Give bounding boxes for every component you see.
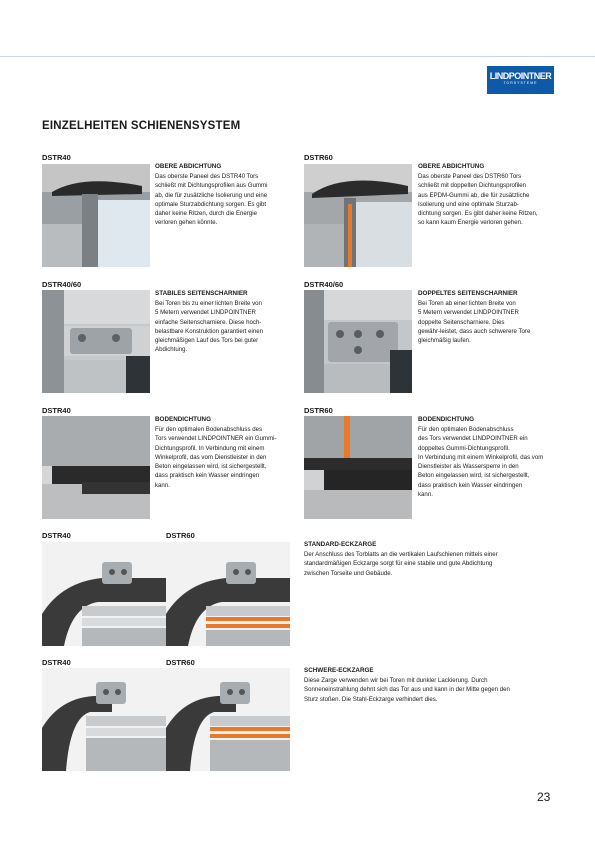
label-mid-left: DSTR40/60 bbox=[42, 280, 82, 289]
text-mid-left: Bei Toren bis zu einer lichten Breite von 5 Metern verwendet LINDPOINTNER einfache Seitenscharniere. Diese hoch- belastbare Konstruktion garantiert einen gleichmäßigen Lauf des Tors bei guter Abdichtung. bbox=[155, 300, 264, 354]
logo-sub: TORSYSTEME bbox=[503, 81, 538, 85]
text-top-right: Das oberste Paneel des DSTR60 Tors schließt mit doppelten Dichtungsprofilen aus EPDM-Gummi ab, die für zusätzliche Isolierung und eine optimale Sturzab- dichtung sorgen. Es gibt daher keine Ritzen, so kann kaum Energie verloren gehen. bbox=[418, 173, 538, 227]
photo-bottom-seal-dstr40 bbox=[42, 416, 150, 519]
photo-heavy-frame-dstr40 bbox=[42, 668, 166, 771]
text-standard: Der Anschluss des Torblatts an die vertikalen Laufschienen mittels einer standardmäßigen Eckzarge sorgt für eine stabile und gute Abdichtung zwischen Torseite und Gebäude. bbox=[304, 551, 498, 577]
photo-heavy-frame-dstr60 bbox=[166, 668, 290, 771]
label-top-left: DSTR40 bbox=[42, 153, 71, 162]
title-top-right: OBERE ABDICHTUNG bbox=[418, 163, 485, 170]
header-rule bbox=[0, 56, 595, 57]
text-bottom-right: Für den optimalen Bodenabschluss des Tors verwendet LINDPOINTNER ein doppeltes Gummi-Dichtungsprofil. In Verbindung mit einem Winkelprofil, das vom Dienstleister als Wassersperre in den Beton eingelassen wird, ist sichergestellt, dass praktisch kein Wasser eindringen kann. bbox=[418, 426, 544, 499]
text-bottom-left: Für den optimalen Bodenabschluss des Tors verwendet LINDPOINTNER ein Gummi- Dichtungsprofil. In Verbindung mit einem Winkelprofil, das vom Dienstleister in den Beton eingelassen wird, ist sichergestellt, dass praktisch kein Wasser eindringen kann. bbox=[155, 426, 277, 489]
text-heavy: Diese Zarge verwenden wir bei Toren mit dunkler Lackierung. Durch Sonneneinstrahlung dehnt sich das Tor aus und kann in der Mitte gegen den Sturz stoßen. Die Stahl-Eckzarge verhindert dies. bbox=[304, 677, 510, 703]
label-top-right: DSTR60 bbox=[304, 153, 333, 162]
photo-standard-frame-dstr60 bbox=[166, 542, 290, 646]
photo-top-seal-dstr60 bbox=[304, 164, 412, 267]
label-standard-a: DSTR40 bbox=[42, 531, 71, 540]
photo-hinge-single bbox=[42, 290, 150, 393]
title-bottom-right: BODENDICHTUNG bbox=[418, 416, 474, 423]
text-mid-right: Bei Toren ab einer lichten Breite von 5 Metern verwendet LINDPOINTNER doppelte Seitenscharniere. Dies gewähr-leistet, dass auch schwerere Tore gleichmäßig laufen. bbox=[418, 300, 531, 345]
photo-standard-frame-dstr40 bbox=[42, 542, 166, 646]
photo-bottom-seal-dstr60 bbox=[304, 416, 412, 519]
label-standard-b: DSTR60 bbox=[166, 531, 195, 540]
title-top-left: OBERE ABDICHTUNG bbox=[155, 163, 222, 170]
photo-top-seal-dstr40 bbox=[42, 164, 150, 267]
brand-logo bbox=[487, 66, 554, 94]
text-top-left: Das oberste Paneel des DSTR40 Tors schließt mit Dichtungsprofilen aus Gummi ab, die für zusätzliche Isolierung und eine optimale Sturzabdichtung sorgen. Es gibt daher keine Ritzen, durch die Energie verloren gehen könnte. bbox=[155, 173, 268, 227]
label-heavy-a: DSTR40 bbox=[42, 658, 71, 667]
title-heavy: SCHWERE-ECKZARGE bbox=[304, 667, 374, 674]
label-bottom-right: DSTR60 bbox=[304, 406, 333, 415]
label-mid-right: DSTR40/60 bbox=[304, 280, 344, 289]
title-standard: STANDARD-ECKZARGE bbox=[304, 541, 377, 548]
title-mid-left: STABILES SEITENSCHARNIER bbox=[155, 290, 248, 297]
title-bottom-left: BODENDICHTUNG bbox=[155, 416, 211, 423]
label-heavy-b: DSTR60 bbox=[166, 658, 195, 667]
page-number: 23 bbox=[537, 790, 551, 804]
label-bottom-left: DSTR40 bbox=[42, 406, 71, 415]
page-title: EINZELHEITEN SCHIENENSYSTEM bbox=[42, 120, 241, 132]
logo-main: LINDPOINTNER bbox=[489, 71, 552, 81]
photo-hinge-double bbox=[304, 290, 412, 393]
title-mid-right: DOPPELTES SEITENSCHARNIER bbox=[418, 290, 518, 297]
